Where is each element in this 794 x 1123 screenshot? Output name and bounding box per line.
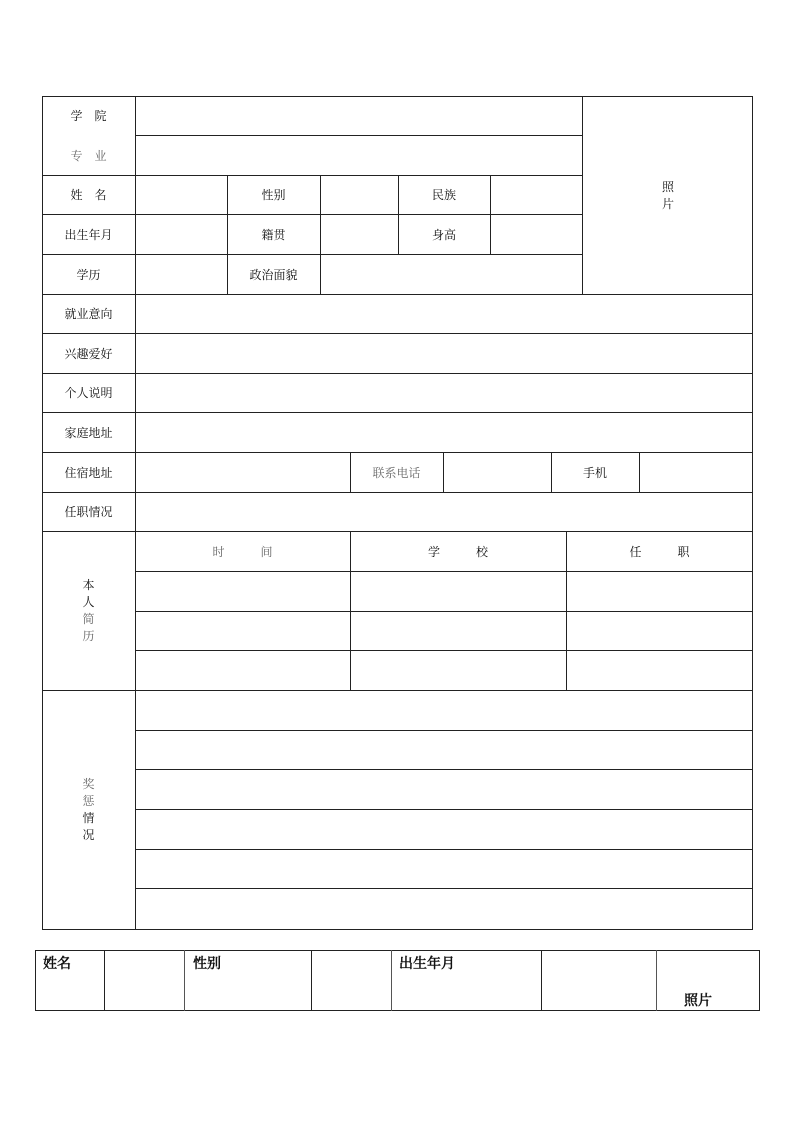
resume-label-char-4: 历 <box>82 628 95 643</box>
personal-statement-label: 个人说明 <box>64 386 113 400</box>
footer-photo-label[interactable]: 照片 <box>684 993 712 1009</box>
college-label: 学 院 <box>70 109 107 123</box>
ethnicity-label: 民族 <box>431 188 456 202</box>
home-address-label: 家庭地址 <box>64 425 113 440</box>
resume-row-2-position[interactable] <box>567 612 753 650</box>
awards-label-char-4: 况 <box>82 828 95 842</box>
awards-row-1[interactable] <box>136 691 753 730</box>
resume-row-3-position[interactable] <box>567 651 753 690</box>
job-intention-field[interactable] <box>136 295 753 333</box>
awards-row-4[interactable] <box>136 810 753 849</box>
photo-char-2: 片 <box>661 196 674 211</box>
resume-row-1-time[interactable] <box>136 572 350 611</box>
contact-phone-field[interactable] <box>444 453 551 492</box>
awards-row-2[interactable] <box>136 731 753 769</box>
education-field[interactable] <box>136 255 227 294</box>
awards-row-6[interactable] <box>136 889 753 929</box>
major-label: 专 业 <box>70 148 107 163</box>
resume-label-char-3: 简 <box>82 611 95 626</box>
height-field[interactable] <box>491 215 582 254</box>
resume-row-1-school[interactable] <box>351 572 566 611</box>
awards-section-label <box>42 690 135 930</box>
photo-box[interactable] <box>583 97 753 294</box>
resume-label-char-1: 本 <box>82 577 95 592</box>
resume-section-label <box>42 531 135 690</box>
major-field[interactable] <box>136 136 582 175</box>
education-label: 学历 <box>76 267 101 282</box>
mobile-field[interactable] <box>640 453 753 492</box>
resume-header-time: 时 间 <box>212 544 273 559</box>
birth-label: 出生年月 <box>64 227 113 242</box>
awards-label-char-3: 情 <box>82 811 95 825</box>
photo-char-1: 照 <box>661 179 674 194</box>
height-label: 身高 <box>431 227 456 242</box>
awards-row-5[interactable] <box>136 850 753 888</box>
gender-field[interactable] <box>321 176 398 214</box>
positions-held-label: 任职情况 <box>64 505 113 519</box>
awards-label-char-2: 惩 <box>82 794 95 808</box>
dorm-address-label: 住宿地址 <box>64 465 113 480</box>
native-place-label: 籍贯 <box>261 227 286 242</box>
name-field[interactable] <box>136 176 227 214</box>
resume-row-3-school[interactable] <box>351 651 566 690</box>
dorm-address-field[interactable] <box>136 453 350 492</box>
personal-statement-field[interactable] <box>136 374 753 412</box>
job-intention-label: 就业意向 <box>64 307 113 321</box>
awards-label-char-1: 奖 <box>82 777 95 791</box>
political-status-label: 政治面貌 <box>249 267 298 282</box>
footer-gender-field[interactable] <box>312 951 391 1010</box>
footer-birth-field[interactable] <box>542 951 656 1010</box>
resume-header-school: 学 校 <box>427 544 488 559</box>
footer-name-label: 姓名 <box>43 956 71 972</box>
footer-name-field[interactable] <box>105 951 184 1010</box>
hobbies-field[interactable] <box>136 334 753 373</box>
positions-held-field[interactable] <box>136 493 753 531</box>
native-place-field[interactable] <box>321 215 398 254</box>
home-address-field[interactable] <box>136 413 753 452</box>
resume-row-3-time[interactable] <box>136 651 350 690</box>
hobbies-label: 兴趣爱好 <box>64 346 113 361</box>
name-label: 姓 名 <box>70 188 107 202</box>
political-status-field[interactable] <box>321 255 582 294</box>
gender-label: 性别 <box>261 188 286 202</box>
resume-label-char-2: 人 <box>82 594 95 609</box>
footer-birth-label: 出生年月 <box>399 956 455 972</box>
awards-row-3[interactable] <box>136 770 753 809</box>
resume-header-position: 任 职 <box>629 544 690 559</box>
resume-row-2-time[interactable] <box>136 612 350 650</box>
contact-phone-label: 联系电话 <box>372 465 421 480</box>
resume-row-2-school[interactable] <box>351 612 566 650</box>
college-field[interactable] <box>136 97 582 135</box>
resume-row-1-position[interactable] <box>567 572 753 611</box>
mobile-label: 手机 <box>582 465 607 480</box>
footer-gender-label: 性别 <box>193 956 221 972</box>
birth-field[interactable] <box>136 215 227 254</box>
ethnicity-field[interactable] <box>491 176 582 214</box>
